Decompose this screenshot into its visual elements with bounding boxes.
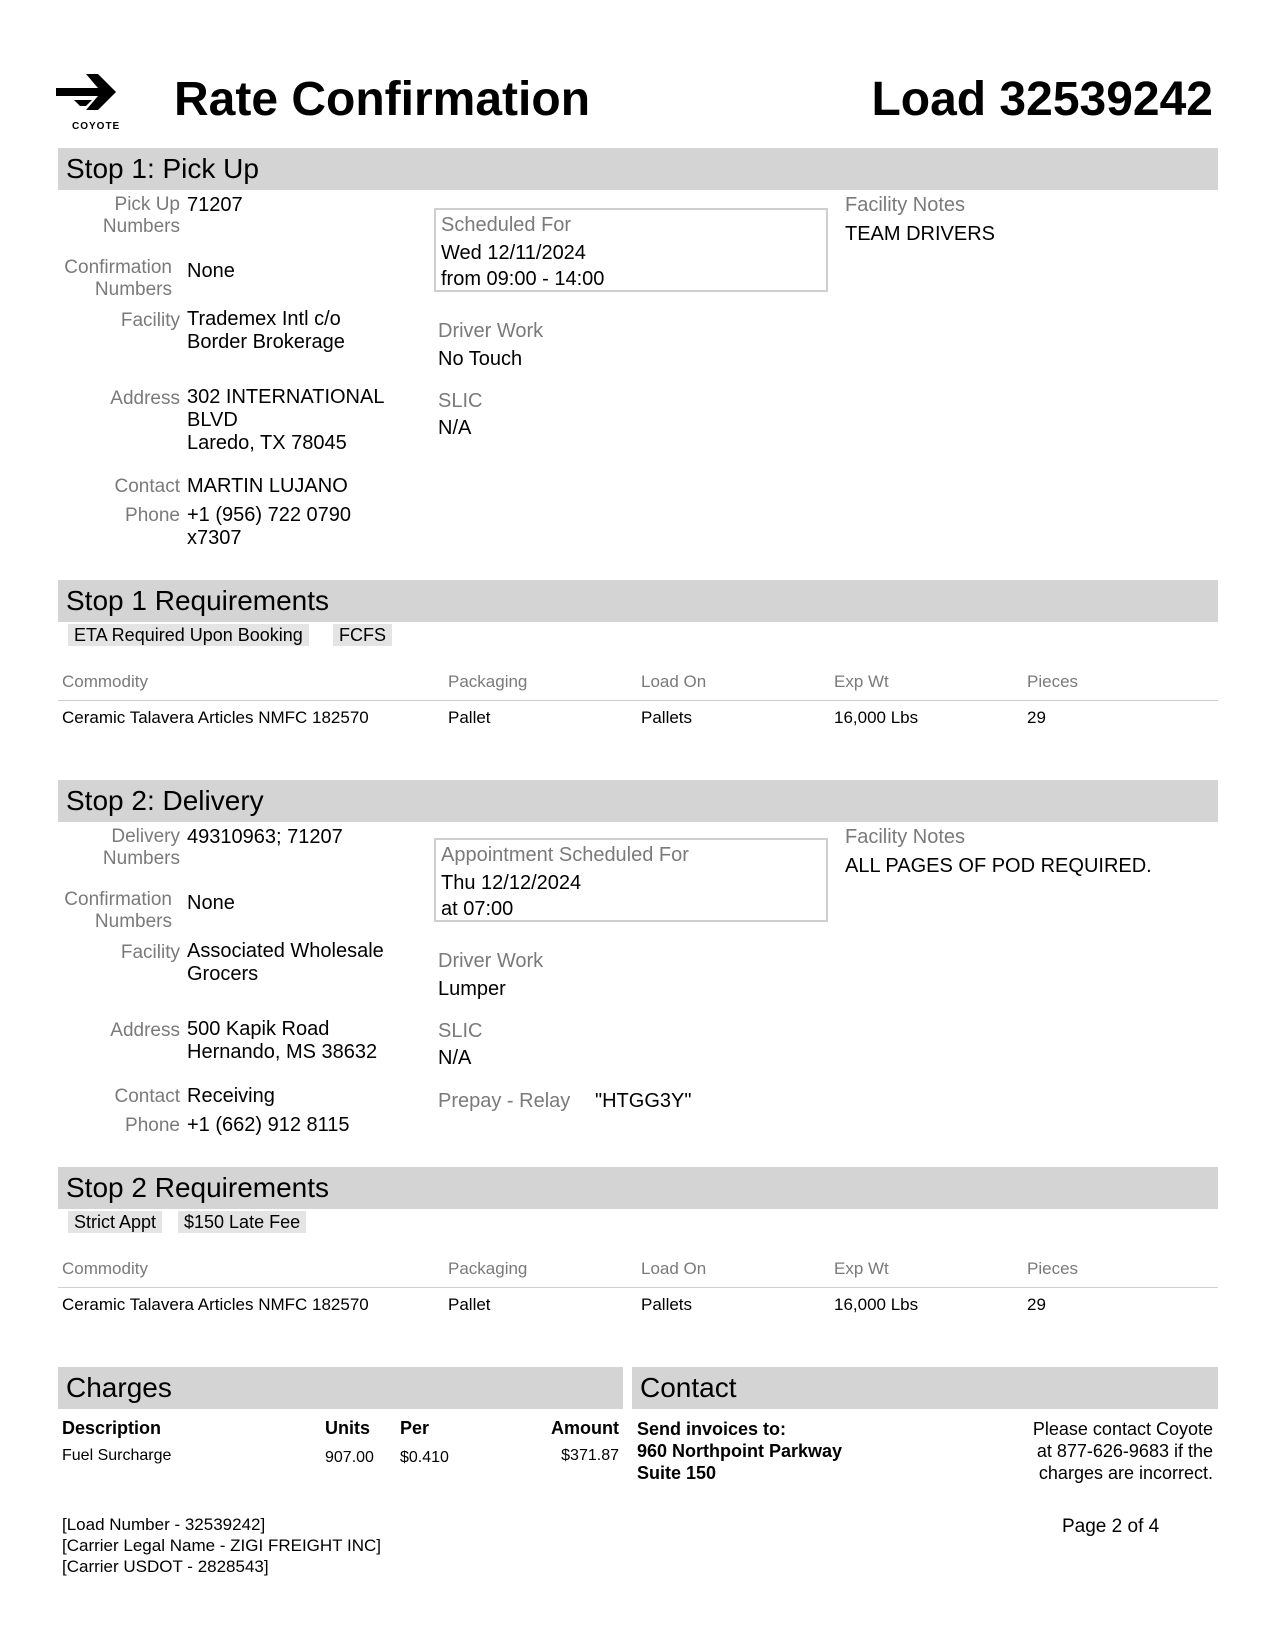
stop1-scheduled-date: Wed 12/11/2024 [441, 242, 586, 264]
stop2-delivery-numbers: 49310963; 71207 [187, 826, 343, 848]
stop2-contact: Receiving [187, 1085, 275, 1107]
stop2-phone-label: Phone [125, 1115, 180, 1136]
stop2-prepay-label: Prepay - Relay [438, 1090, 571, 1112]
stop2-scheduled-label: Appointment Scheduled For [441, 844, 689, 866]
load-number-title: Load 32539242 [871, 73, 1213, 126]
stop2-contact-label: Contact [114, 1086, 180, 1107]
stop1-row-commodity: Ceramic Talavera Articles NMFC 182570 [62, 708, 369, 727]
contact-note: Please contact Coyote at 877-626-9683 if the charges are incorrect. [1032, 1419, 1213, 1483]
logo-text: COYOTE [72, 121, 121, 132]
charges-col-amount: Amount [551, 1418, 619, 1438]
stop2-col-pieces: Pieces [1027, 1259, 1079, 1278]
stop2-scheduled-time: at 07:00 [441, 898, 514, 920]
stop2-row-pieces: 29 [1027, 1295, 1046, 1314]
stop1-facility: Trademex Intl c/o Border Brokerage [187, 308, 345, 353]
charges-header [58, 1367, 623, 1409]
stop2-req-tag: $150 Late Fee [178, 1211, 306, 1233]
stop1-pickup-numbers-label: Pick Up Numbers [102, 194, 180, 237]
footer-carrier-name: [Carrier Legal Name - ZIGI FREIGHT INC] [62, 1536, 381, 1555]
stop1-col-packaging: Packaging [448, 672, 528, 691]
stop1-driver-work: No Touch [438, 348, 523, 370]
stop1-scheduled-label: Scheduled For [441, 214, 572, 236]
stop2-address: 500 Kapik Road Hernando, MS 38632 [187, 1018, 378, 1063]
stop1-row-exp-wt: 16,000 Lbs [834, 708, 919, 727]
stop2-prepay: "HTGG3Y" [595, 1090, 692, 1112]
charges-col-description: Description [62, 1418, 162, 1438]
charges-row-units: 907.00 [325, 1449, 374, 1466]
stop2-delivery-numbers-label: Delivery Numbers [102, 826, 180, 869]
stop1-heading: Stop 1: Pick Up [66, 153, 259, 184]
stop2-driver-work-label: Driver Work [438, 950, 544, 972]
charges-row-description: Fuel Surcharge [62, 1447, 172, 1464]
stop2-col-load-on: Load On [641, 1259, 707, 1278]
stop1-row-packaging: Pallet [448, 708, 491, 727]
stop2-req-header [58, 1167, 1218, 1209]
stop1-contact-label: Contact [114, 476, 180, 497]
stop2-facility: Associated Wholesale Grocers [187, 940, 384, 985]
stop2-req-tag: Strict Appt [68, 1211, 162, 1233]
stop1-phone-label: Phone [125, 505, 180, 526]
page-number: Page 2 of 4 [1062, 1516, 1160, 1537]
stop2-facility-notes-label: Facility Notes [845, 826, 966, 848]
contact-address-line1: 960 Northpoint Parkway [637, 1441, 843, 1461]
stop2-heading: Stop 2: Delivery [66, 785, 264, 816]
stop2-col-packaging: Packaging [448, 1259, 528, 1278]
stop2-address-label: Address [110, 1020, 180, 1041]
stop1-req-header [58, 580, 1218, 622]
stop1-row-pieces: 29 [1027, 708, 1046, 727]
stop2-confirmation: None [187, 892, 235, 914]
coyote-logo-icon [56, 72, 134, 112]
stop2-req-heading: Stop 2 Requirements [66, 1172, 330, 1203]
contact-heading: Contact [640, 1372, 737, 1403]
stop2-col-commodity: Commodity [62, 1259, 148, 1278]
stop2-row-exp-wt: 16,000 Lbs [834, 1295, 919, 1314]
stop1-schedule-box [434, 208, 828, 292]
page-title: Rate Confirmation [174, 73, 591, 126]
stop2-row-load-on: Pallets [641, 1295, 693, 1314]
charges-col-units: Units [325, 1418, 370, 1438]
stop1-slic: N/A [438, 417, 472, 439]
stop2-driver-work: Lumper [438, 978, 506, 1000]
footer-load-number: [Load Number - 32539242] [62, 1515, 266, 1534]
stop1-col-commodity: Commodity [62, 672, 148, 691]
stop1-col-exp-wt: Exp Wt [834, 672, 889, 691]
stop2-slic-label: SLIC [438, 1020, 483, 1042]
stop1-req-heading: Stop 1 Requirements [66, 585, 330, 616]
stop1-address: 302 INTERNATIONAL BLVD Laredo, TX 78045 [187, 386, 385, 454]
stop1-col-pieces: Pieces [1027, 672, 1079, 691]
stop1-table-rule [58, 700, 1218, 701]
stop2-facility-notes: ALL PAGES OF POD REQUIRED. [845, 855, 1152, 877]
stop2-facility-label: Facility [120, 942, 180, 963]
stop1-confirmation: None [187, 260, 235, 282]
stop1-address-label: Address [110, 388, 180, 409]
stop2-row-packaging: Pallet [448, 1295, 491, 1314]
stop1-facility-notes: TEAM DRIVERS [845, 223, 996, 245]
stop1-scheduled-time: from 09:00 - 14:00 [441, 268, 605, 290]
charges-row-per: $0.410 [400, 1449, 449, 1466]
stop1-phone: +1 (956) 722 0790 x7307 [187, 504, 352, 549]
stop2-slic: N/A [438, 1047, 472, 1069]
stop1-facility-notes-label: Facility Notes [845, 194, 966, 216]
charges-col-per: Per [400, 1418, 430, 1438]
stop2-scheduled-date: Thu 12/12/2024 [441, 872, 582, 894]
stop2-phone: +1 (662) 912 8115 [187, 1114, 350, 1136]
stop2-col-exp-wt: Exp Wt [834, 1259, 889, 1278]
stop1-req-tag: FCFS [333, 624, 392, 646]
charges-heading: Charges [66, 1372, 172, 1403]
contact-send-label: Send invoices to: [637, 1419, 787, 1439]
stop1-confirmation-label: Confirmation Numbers [64, 257, 172, 300]
stop2-header [58, 780, 1218, 822]
stop2-schedule-box [434, 838, 828, 922]
stop1-req-tag: ETA Required Upon Booking [68, 624, 309, 646]
contact-header [632, 1367, 1218, 1409]
stop1-facility-label: Facility [120, 310, 180, 331]
stop1-header [58, 148, 1218, 190]
stop1-row-load-on: Pallets [641, 708, 693, 727]
charges-row-amount: $371.87 [561, 1447, 619, 1464]
contact-address-line2: Suite 150 [637, 1463, 717, 1483]
stop2-confirmation-label: Confirmation Numbers [64, 889, 172, 932]
stop2-table-rule [58, 1287, 1218, 1288]
stop1-contact: MARTIN LUJANO [187, 475, 348, 497]
stop1-driver-work-label: Driver Work [438, 320, 544, 342]
stop1-pickup-numbers: 71207 [187, 194, 243, 216]
stop1-col-load-on: Load On [641, 672, 707, 691]
stop2-row-commodity: Ceramic Talavera Articles NMFC 182570 [62, 1295, 369, 1314]
footer-carrier-dot: [Carrier USDOT - 2828543] [62, 1557, 269, 1576]
stop1-slic-label: SLIC [438, 390, 483, 412]
